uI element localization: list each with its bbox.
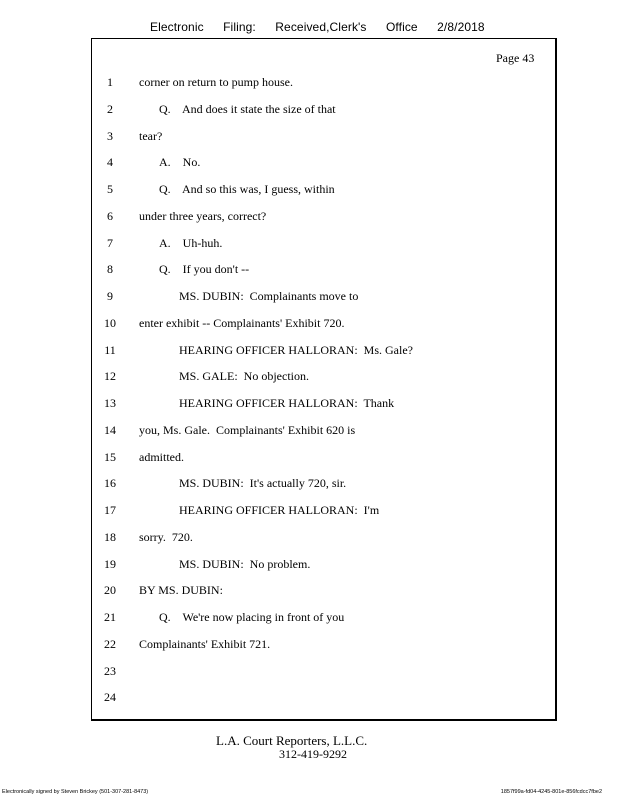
line-text: MS. DUBIN: It's actually 720, sir. — [179, 476, 347, 491]
line-number: 21 — [104, 610, 116, 624]
electronic-signature: Electronically signed by Steven Brickey (501-307-281-8473) — [2, 789, 149, 795]
line-number: 8 — [107, 262, 113, 277]
filing-header — [150, 20, 501, 34]
header-word-electronic: Electronic — [150, 20, 204, 34]
line-number: 19 — [104, 556, 116, 571]
line-number: 24 — [104, 690, 116, 705]
header-word-filing: Filing: — [223, 20, 256, 34]
line-number: 20 — [104, 583, 116, 598]
line-text: Complainants' Exhibit 721. — [139, 636, 271, 651]
line-number: 6 — [107, 208, 113, 223]
court-reporter-phone: 312-419-9292 — [279, 747, 347, 761]
line-text: Q. And so this was, I guess, within — [159, 182, 335, 196]
line-text: sorry. 720. — [139, 529, 193, 544]
line-text: tear? — [139, 128, 163, 143]
line-number: 5 — [107, 182, 113, 196]
line-number: 11 — [104, 342, 116, 357]
line-number: 18 — [104, 529, 116, 544]
line-number: 9 — [107, 289, 113, 303]
header-word-received: Received,Clerk's — [275, 20, 367, 34]
line-number: 22 — [104, 636, 116, 651]
line-text: MS. DUBIN: No problem. — [179, 556, 311, 571]
line-text: Q. If you don't -- — [159, 262, 250, 277]
line-text: BY MS. DUBIN: — [139, 583, 223, 598]
line-number: 7 — [107, 235, 113, 250]
line-number: 1 — [107, 75, 113, 89]
line-text: admitted. — [139, 449, 184, 464]
line-text: MS. DUBIN: Complainants move to — [179, 289, 359, 303]
line-text: you, Ms. Gale. Complainants' Exhibit 620 is — [139, 422, 356, 437]
line-number: 17 — [104, 503, 116, 517]
page-number: Page 43 — [496, 51, 535, 65]
line-number: 4 — [107, 155, 113, 170]
line-number: 14 — [104, 422, 116, 437]
line-number: 23 — [104, 663, 116, 678]
court-reporter-name: L.A. Court Reporters, L.L.C. — [216, 733, 368, 748]
line-text: A. Uh-huh. — [159, 235, 223, 250]
line-text: A. No. — [159, 155, 201, 170]
line-number: 10 — [104, 315, 116, 330]
line-number: 15 — [104, 449, 116, 464]
line-text: MS. GALE: No objection. — [179, 369, 309, 384]
line-text: under three years, correct? — [139, 208, 267, 223]
line-number: 13 — [104, 396, 116, 410]
line-number: 3 — [107, 128, 113, 143]
header-date: 2/8/2018 — [437, 20, 485, 34]
line-text: corner on return to pump house. — [139, 75, 293, 89]
line-text: enter exhibit -- Complainants' Exhibit 720. — [139, 315, 345, 330]
line-text: HEARING OFFICER HALLORAN: I'm — [179, 503, 380, 517]
line-text: HEARING OFFICER HALLORAN: Thank — [179, 396, 395, 410]
line-number: 12 — [104, 369, 116, 384]
line-text: Q. We're now placing in front of you — [159, 610, 345, 624]
document-hash: 1857f99a-fd04-4245-801e-856fcdcc7fbe2 — [500, 789, 602, 795]
line-text: HEARING OFFICER HALLORAN: Ms. Gale? — [179, 342, 413, 357]
line-text: Q. And does it state the size of that — [159, 101, 336, 116]
line-number: 2 — [107, 101, 113, 116]
header-word-office: Office — [385, 20, 418, 34]
line-number: 16 — [104, 476, 116, 491]
